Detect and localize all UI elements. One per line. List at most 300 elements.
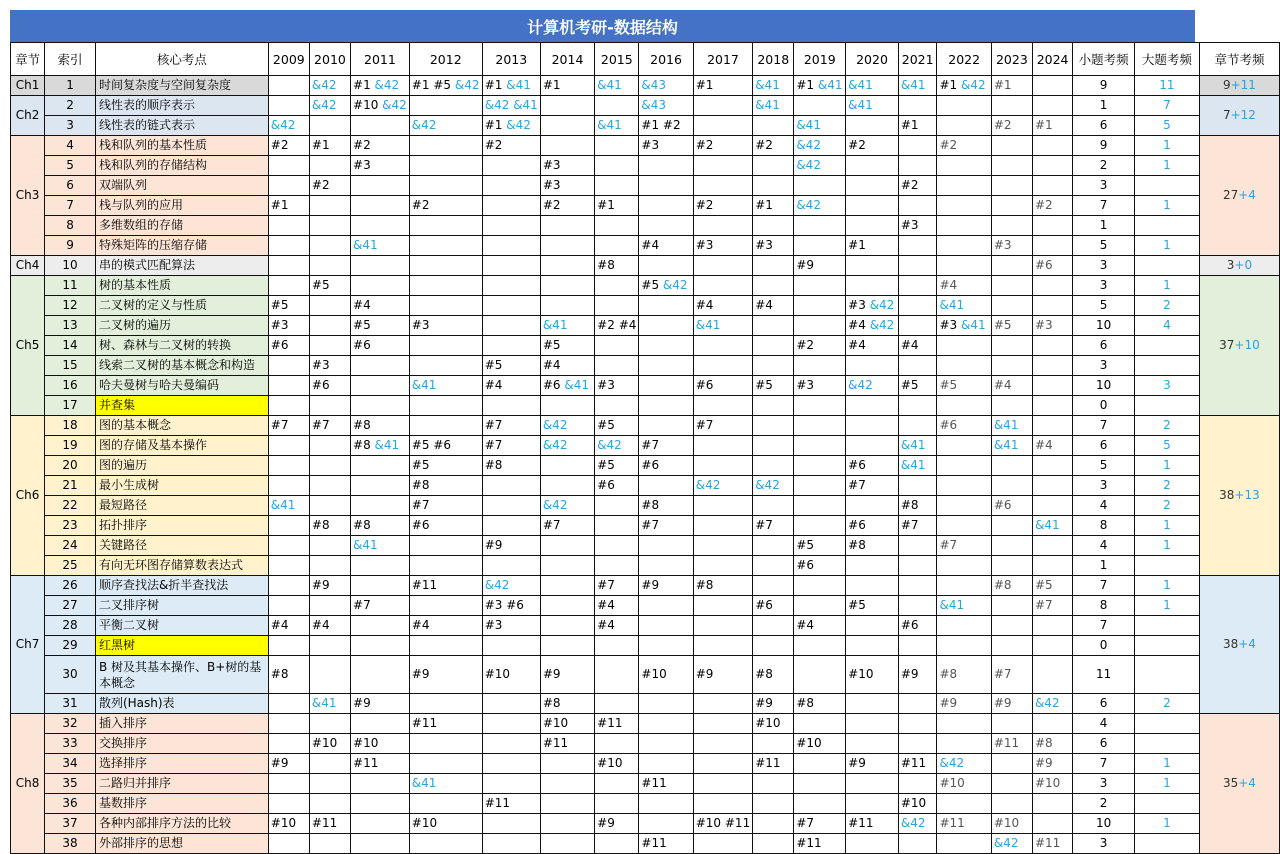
- year-cell: [409, 256, 482, 276]
- year-cell: [1032, 396, 1072, 416]
- year-cell: [351, 834, 410, 854]
- year-cell: [268, 436, 309, 456]
- header-cell: 2019: [794, 43, 846, 76]
- table-row: [11, 516, 1280, 536]
- table-row: [11, 794, 1280, 814]
- year-cell: &41: [693, 316, 752, 336]
- index-cell: 14: [45, 336, 96, 356]
- topic-cell: 线性表的顺序表示: [95, 96, 268, 116]
- year-cell: [1032, 356, 1072, 376]
- year-cell: [846, 636, 899, 656]
- year-cell: [1032, 496, 1072, 516]
- chapter-freq-extra: +4: [1238, 637, 1256, 651]
- year-cell: #7: [1032, 596, 1072, 616]
- year-cell: [351, 356, 410, 376]
- year-cell: #10: [794, 734, 846, 754]
- year-cell: #8: [639, 496, 693, 516]
- year-cell: #9: [794, 256, 846, 276]
- year-cell: [937, 794, 991, 814]
- small-freq-cell: 4: [1073, 536, 1135, 556]
- index-cell: 32: [45, 714, 96, 734]
- year-cell: [540, 96, 594, 116]
- year-cell: &41: [898, 436, 937, 456]
- year-cell: #6: [1032, 256, 1072, 276]
- chapter-freq-cell: [1199, 576, 1279, 714]
- year-cell: #11: [794, 834, 846, 854]
- year-cell: [1032, 176, 1072, 196]
- year-cell: [991, 196, 1032, 216]
- small-freq-cell: 5: [1073, 296, 1135, 316]
- year-cell: [409, 416, 482, 436]
- year-cell: #5: [268, 296, 309, 316]
- year-cell: [794, 576, 846, 596]
- year-cell: #1 #2: [639, 116, 693, 136]
- year-cell: [937, 256, 991, 276]
- year-cell: [351, 774, 410, 794]
- year-cell: #10: [482, 656, 540, 694]
- year-cell: [1032, 76, 1072, 96]
- year-cell: [898, 476, 937, 496]
- year-cell: [898, 136, 937, 156]
- year-cell: #2: [794, 336, 846, 356]
- year-cell: [794, 456, 846, 476]
- year-cell: [309, 216, 350, 236]
- topic-cell: 交换排序: [95, 734, 268, 754]
- year-cell: [846, 216, 899, 236]
- year-cell: #11: [639, 834, 693, 854]
- small-freq-cell: 7: [1073, 616, 1135, 636]
- year-cell: #4: [794, 616, 846, 636]
- year-cell: [351, 656, 410, 694]
- topic-cell: 栈和队列的基本性质: [95, 136, 268, 156]
- year-cell: #2: [937, 136, 991, 156]
- year-cell: #2: [309, 176, 350, 196]
- big-freq-cell: 1: [1134, 136, 1199, 156]
- year-cell: [794, 656, 846, 694]
- big-freq-cell: 1: [1134, 774, 1199, 794]
- year-cell: [753, 256, 794, 276]
- chapter-freq-base: 38: [1222, 637, 1239, 651]
- big-freq-cell: [1134, 256, 1199, 276]
- year-cell: #6: [846, 456, 899, 476]
- year-cell: [351, 576, 410, 596]
- year-cell: [1032, 536, 1072, 556]
- topic-cell: 图的存储及基本操作: [95, 436, 268, 456]
- index-cell: 1: [45, 76, 96, 96]
- year-cell: [482, 516, 540, 536]
- topic-cell: 拓扑排序: [95, 516, 268, 536]
- year-cell: #9: [540, 656, 594, 694]
- year-cell: #10: [639, 656, 693, 694]
- year-cell: #3: [639, 136, 693, 156]
- year-cell: #7: [482, 416, 540, 436]
- year-cell: [540, 576, 594, 596]
- index-cell: 35: [45, 774, 96, 794]
- year-cell: [753, 176, 794, 196]
- year-cell: #5: [309, 276, 350, 296]
- year-cell: #7: [595, 576, 639, 596]
- year-cell: #10: [309, 734, 350, 754]
- small-freq-cell: 3: [1073, 834, 1135, 854]
- year-cell: [693, 616, 752, 636]
- big-freq-cell: [1134, 734, 1199, 754]
- year-cell: #6: [794, 556, 846, 576]
- year-cell: [268, 376, 309, 396]
- year-cell: [937, 476, 991, 496]
- big-freq-cell: 1: [1134, 156, 1199, 176]
- year-cell: [482, 296, 540, 316]
- year-cell: [937, 356, 991, 376]
- small-freq-cell: 0: [1073, 396, 1135, 416]
- year-cell: #1 &42: [937, 76, 991, 96]
- year-cell: [753, 116, 794, 136]
- year-cell: [753, 396, 794, 416]
- small-freq-cell: 2: [1073, 794, 1135, 814]
- year-cell: [639, 316, 693, 336]
- year-cell: #6: [753, 596, 794, 616]
- year-cell: #1: [540, 76, 594, 96]
- year-cell: [482, 636, 540, 656]
- year-cell: &43: [639, 96, 693, 116]
- year-cell: #11: [409, 576, 482, 596]
- year-cell: [268, 476, 309, 496]
- year-cell: [693, 734, 752, 754]
- table-row: [11, 456, 1280, 476]
- table-row: [11, 316, 1280, 336]
- year-cell: [898, 396, 937, 416]
- year-cell: #7: [846, 476, 899, 496]
- table-row: [11, 176, 1280, 196]
- year-cell: [898, 556, 937, 576]
- year-cell: [351, 714, 410, 734]
- year-cell: #10: [351, 734, 410, 754]
- chapter-freq-extra: +0: [1234, 258, 1253, 272]
- year-cell: [595, 236, 639, 256]
- year-cell: [1032, 296, 1072, 316]
- year-cell: #6: [937, 416, 991, 436]
- year-cell: [937, 636, 991, 656]
- year-cell: [409, 636, 482, 656]
- year-cell: [991, 794, 1032, 814]
- year-cell: [898, 196, 937, 216]
- year-cell: #1 &42: [351, 76, 410, 96]
- year-cell: #6: [268, 336, 309, 356]
- index-cell: 4: [45, 136, 96, 156]
- year-cell: [268, 596, 309, 616]
- year-cell: #3: [991, 236, 1032, 256]
- index-cell: 11: [45, 276, 96, 296]
- year-cell: #7: [351, 596, 410, 616]
- year-cell: [693, 556, 752, 576]
- header-cell: 2015: [595, 43, 639, 76]
- year-cell: #4 &42: [846, 316, 899, 336]
- year-cell: &42: [482, 576, 540, 596]
- year-cell: #8: [540, 694, 594, 714]
- topic-cell: 二叉树的定义与性质: [95, 296, 268, 316]
- year-cell: [409, 396, 482, 416]
- chapter-cell: Ch6: [11, 416, 45, 576]
- year-cell: [595, 496, 639, 516]
- year-cell: [898, 576, 937, 596]
- year-cell: &41: [991, 436, 1032, 456]
- year-cell: [846, 734, 899, 754]
- year-cell: #4: [937, 276, 991, 296]
- year-cell: &41: [409, 774, 482, 794]
- big-freq-cell: 1: [1134, 276, 1199, 296]
- year-cell: #2 #4: [595, 316, 639, 336]
- year-cell: [693, 276, 752, 296]
- year-cell: #11: [753, 754, 794, 774]
- exam-frequency-table: [10, 42, 1280, 854]
- index-cell: 20: [45, 456, 96, 476]
- year-cell: #9: [937, 694, 991, 714]
- topic-cell: 哈夫曼树与哈夫曼编码: [95, 376, 268, 396]
- year-cell: [1032, 416, 1072, 436]
- year-cell: [639, 596, 693, 616]
- year-cell: #4: [693, 296, 752, 316]
- year-cell: #8: [1032, 734, 1072, 754]
- year-cell: &42: [794, 156, 846, 176]
- table-row: [11, 656, 1280, 694]
- big-freq-cell: [1134, 636, 1199, 656]
- year-cell: [351, 814, 410, 834]
- topic-cell: 外部排序的思想: [95, 834, 268, 854]
- year-cell: #1: [846, 236, 899, 256]
- year-cell: #3: [268, 316, 309, 336]
- year-cell: #4: [351, 296, 410, 316]
- year-cell: [693, 436, 752, 456]
- year-cell: [268, 356, 309, 376]
- chapter-cell: Ch3: [11, 136, 45, 256]
- year-cell: [540, 276, 594, 296]
- year-cell: &41: [409, 376, 482, 396]
- header-cell: 2022: [937, 43, 991, 76]
- year-cell: &41: [268, 496, 309, 516]
- year-cell: #3 &41: [937, 316, 991, 336]
- small-freq-cell: 4: [1073, 714, 1135, 734]
- year-cell: #11: [409, 714, 482, 734]
- year-cell: [991, 296, 1032, 316]
- header-cell: 2013: [482, 43, 540, 76]
- year-cell: [1032, 236, 1072, 256]
- year-cell: #3: [693, 236, 752, 256]
- year-cell: [268, 456, 309, 476]
- year-cell: #6: [595, 476, 639, 496]
- year-cell: #3: [351, 156, 410, 176]
- table-row: [11, 476, 1280, 496]
- year-cell: [409, 296, 482, 316]
- year-cell: [846, 156, 899, 176]
- chapter-freq-cell: [1199, 714, 1279, 854]
- header-cell: 2012: [409, 43, 482, 76]
- year-cell: &42: [595, 436, 639, 456]
- year-cell: #10: [268, 814, 309, 834]
- year-cell: [351, 116, 410, 136]
- big-freq-cell: 1: [1134, 456, 1199, 476]
- year-cell: [351, 256, 410, 276]
- small-freq-cell: 10: [1073, 316, 1135, 336]
- year-cell: &41: [937, 596, 991, 616]
- year-cell: [693, 596, 752, 616]
- index-cell: 8: [45, 216, 96, 236]
- year-cell: #8: [991, 576, 1032, 596]
- year-cell: #10: [898, 794, 937, 814]
- year-cell: [991, 774, 1032, 794]
- big-freq-cell: [1134, 176, 1199, 196]
- year-cell: [693, 396, 752, 416]
- year-cell: [693, 336, 752, 356]
- index-cell: 16: [45, 376, 96, 396]
- year-cell: #6: [639, 456, 693, 476]
- small-freq-cell: 6: [1073, 116, 1135, 136]
- year-cell: #3: [1032, 316, 1072, 336]
- year-cell: #11: [482, 794, 540, 814]
- year-cell: &42: [309, 96, 350, 116]
- topic-cell: 树、森林与二叉树的转换: [95, 336, 268, 356]
- year-cell: [898, 256, 937, 276]
- chapter-freq-base: 3: [1226, 258, 1235, 272]
- index-cell: 18: [45, 416, 96, 436]
- year-cell: [595, 96, 639, 116]
- year-cell: #1 &41: [482, 76, 540, 96]
- year-cell: [639, 396, 693, 416]
- year-cell: [846, 576, 899, 596]
- table-row: [11, 496, 1280, 516]
- year-cell: [309, 774, 350, 794]
- topic-cell: 平衡二叉树: [95, 616, 268, 636]
- year-cell: [639, 416, 693, 436]
- big-freq-cell: 1: [1134, 516, 1199, 536]
- year-cell: [540, 596, 594, 616]
- chapter-cell: Ch5: [11, 276, 45, 416]
- year-cell: [794, 96, 846, 116]
- index-cell: 9: [45, 236, 96, 256]
- year-cell: [595, 536, 639, 556]
- topic-cell: 顺序查找法&折半查找法: [95, 576, 268, 596]
- year-cell: #5: [482, 356, 540, 376]
- topic-cell: 栈和队列的存储结构: [95, 156, 268, 176]
- big-freq-cell: 1: [1134, 596, 1199, 616]
- year-cell: [309, 794, 350, 814]
- year-cell: [351, 396, 410, 416]
- year-cell: [898, 156, 937, 176]
- year-cell: [991, 476, 1032, 496]
- year-cell: #8: [595, 256, 639, 276]
- year-cell: [753, 814, 794, 834]
- year-cell: [898, 536, 937, 556]
- year-cell: #9: [595, 814, 639, 834]
- year-cell: [268, 216, 309, 236]
- year-cell: #2: [898, 176, 937, 196]
- index-cell: 27: [45, 596, 96, 616]
- year-cell: [753, 276, 794, 296]
- year-cell: #5: [794, 536, 846, 556]
- header-cell: 2020: [846, 43, 899, 76]
- table-row: [11, 396, 1280, 416]
- year-cell: [991, 136, 1032, 156]
- year-cell: #1 #5 &42: [409, 76, 482, 96]
- year-cell: &41: [753, 76, 794, 96]
- year-cell: [309, 536, 350, 556]
- year-cell: #3: [794, 376, 846, 396]
- year-cell: [309, 336, 350, 356]
- year-cell: [268, 96, 309, 116]
- year-cell: [482, 774, 540, 794]
- index-cell: 34: [45, 754, 96, 774]
- year-cell: [482, 396, 540, 416]
- year-cell: #2: [753, 136, 794, 156]
- year-cell: [937, 576, 991, 596]
- year-cell: [937, 156, 991, 176]
- year-cell: [268, 276, 309, 296]
- year-cell: [693, 694, 752, 714]
- year-cell: [991, 96, 1032, 116]
- year-cell: [351, 794, 410, 814]
- year-cell: #10: [409, 814, 482, 834]
- chapter-freq-cell: [1199, 416, 1279, 576]
- year-cell: &42: [540, 416, 594, 436]
- year-cell: #6: [409, 516, 482, 536]
- year-cell: &41: [898, 456, 937, 476]
- year-cell: #3: [753, 236, 794, 256]
- topic-cell: 有向无环图存储算数表达式: [95, 556, 268, 576]
- big-freq-cell: [1134, 714, 1199, 734]
- year-cell: #8: [351, 416, 410, 436]
- year-cell: #9: [1032, 754, 1072, 774]
- year-cell: [409, 356, 482, 376]
- year-cell: [482, 336, 540, 356]
- year-cell: [268, 636, 309, 656]
- year-cell: &41: [937, 296, 991, 316]
- year-cell: [639, 814, 693, 834]
- index-cell: 29: [45, 636, 96, 656]
- index-cell: 30: [45, 656, 96, 694]
- year-cell: [753, 556, 794, 576]
- year-cell: [309, 556, 350, 576]
- year-cell: [482, 754, 540, 774]
- year-cell: #4: [639, 236, 693, 256]
- year-cell: [595, 136, 639, 156]
- year-cell: &42: [937, 754, 991, 774]
- year-cell: #9: [898, 656, 937, 694]
- year-cell: [482, 834, 540, 854]
- year-cell: #7: [268, 416, 309, 436]
- year-cell: [639, 734, 693, 754]
- year-cell: [693, 774, 752, 794]
- year-cell: #11: [351, 754, 410, 774]
- topic-cell: 二叉树的遍历: [95, 316, 268, 336]
- topic-cell: 二叉排序树: [95, 596, 268, 616]
- header-cell: 2023: [991, 43, 1032, 76]
- year-cell: #1: [1032, 116, 1072, 136]
- year-cell: [1032, 276, 1072, 296]
- year-cell: [898, 316, 937, 336]
- index-cell: 22: [45, 496, 96, 516]
- table-row: [11, 714, 1280, 734]
- year-cell: #3: [482, 616, 540, 636]
- year-cell: [794, 774, 846, 794]
- year-cell: &43: [639, 76, 693, 96]
- year-cell: [937, 516, 991, 536]
- year-cell: [540, 216, 594, 236]
- year-cell: [753, 456, 794, 476]
- table-row: [11, 296, 1280, 316]
- year-cell: #10: [540, 714, 594, 734]
- table-row: [11, 576, 1280, 596]
- year-cell: #3: [898, 216, 937, 236]
- year-cell: &41: [540, 316, 594, 336]
- year-cell: #2: [846, 136, 899, 156]
